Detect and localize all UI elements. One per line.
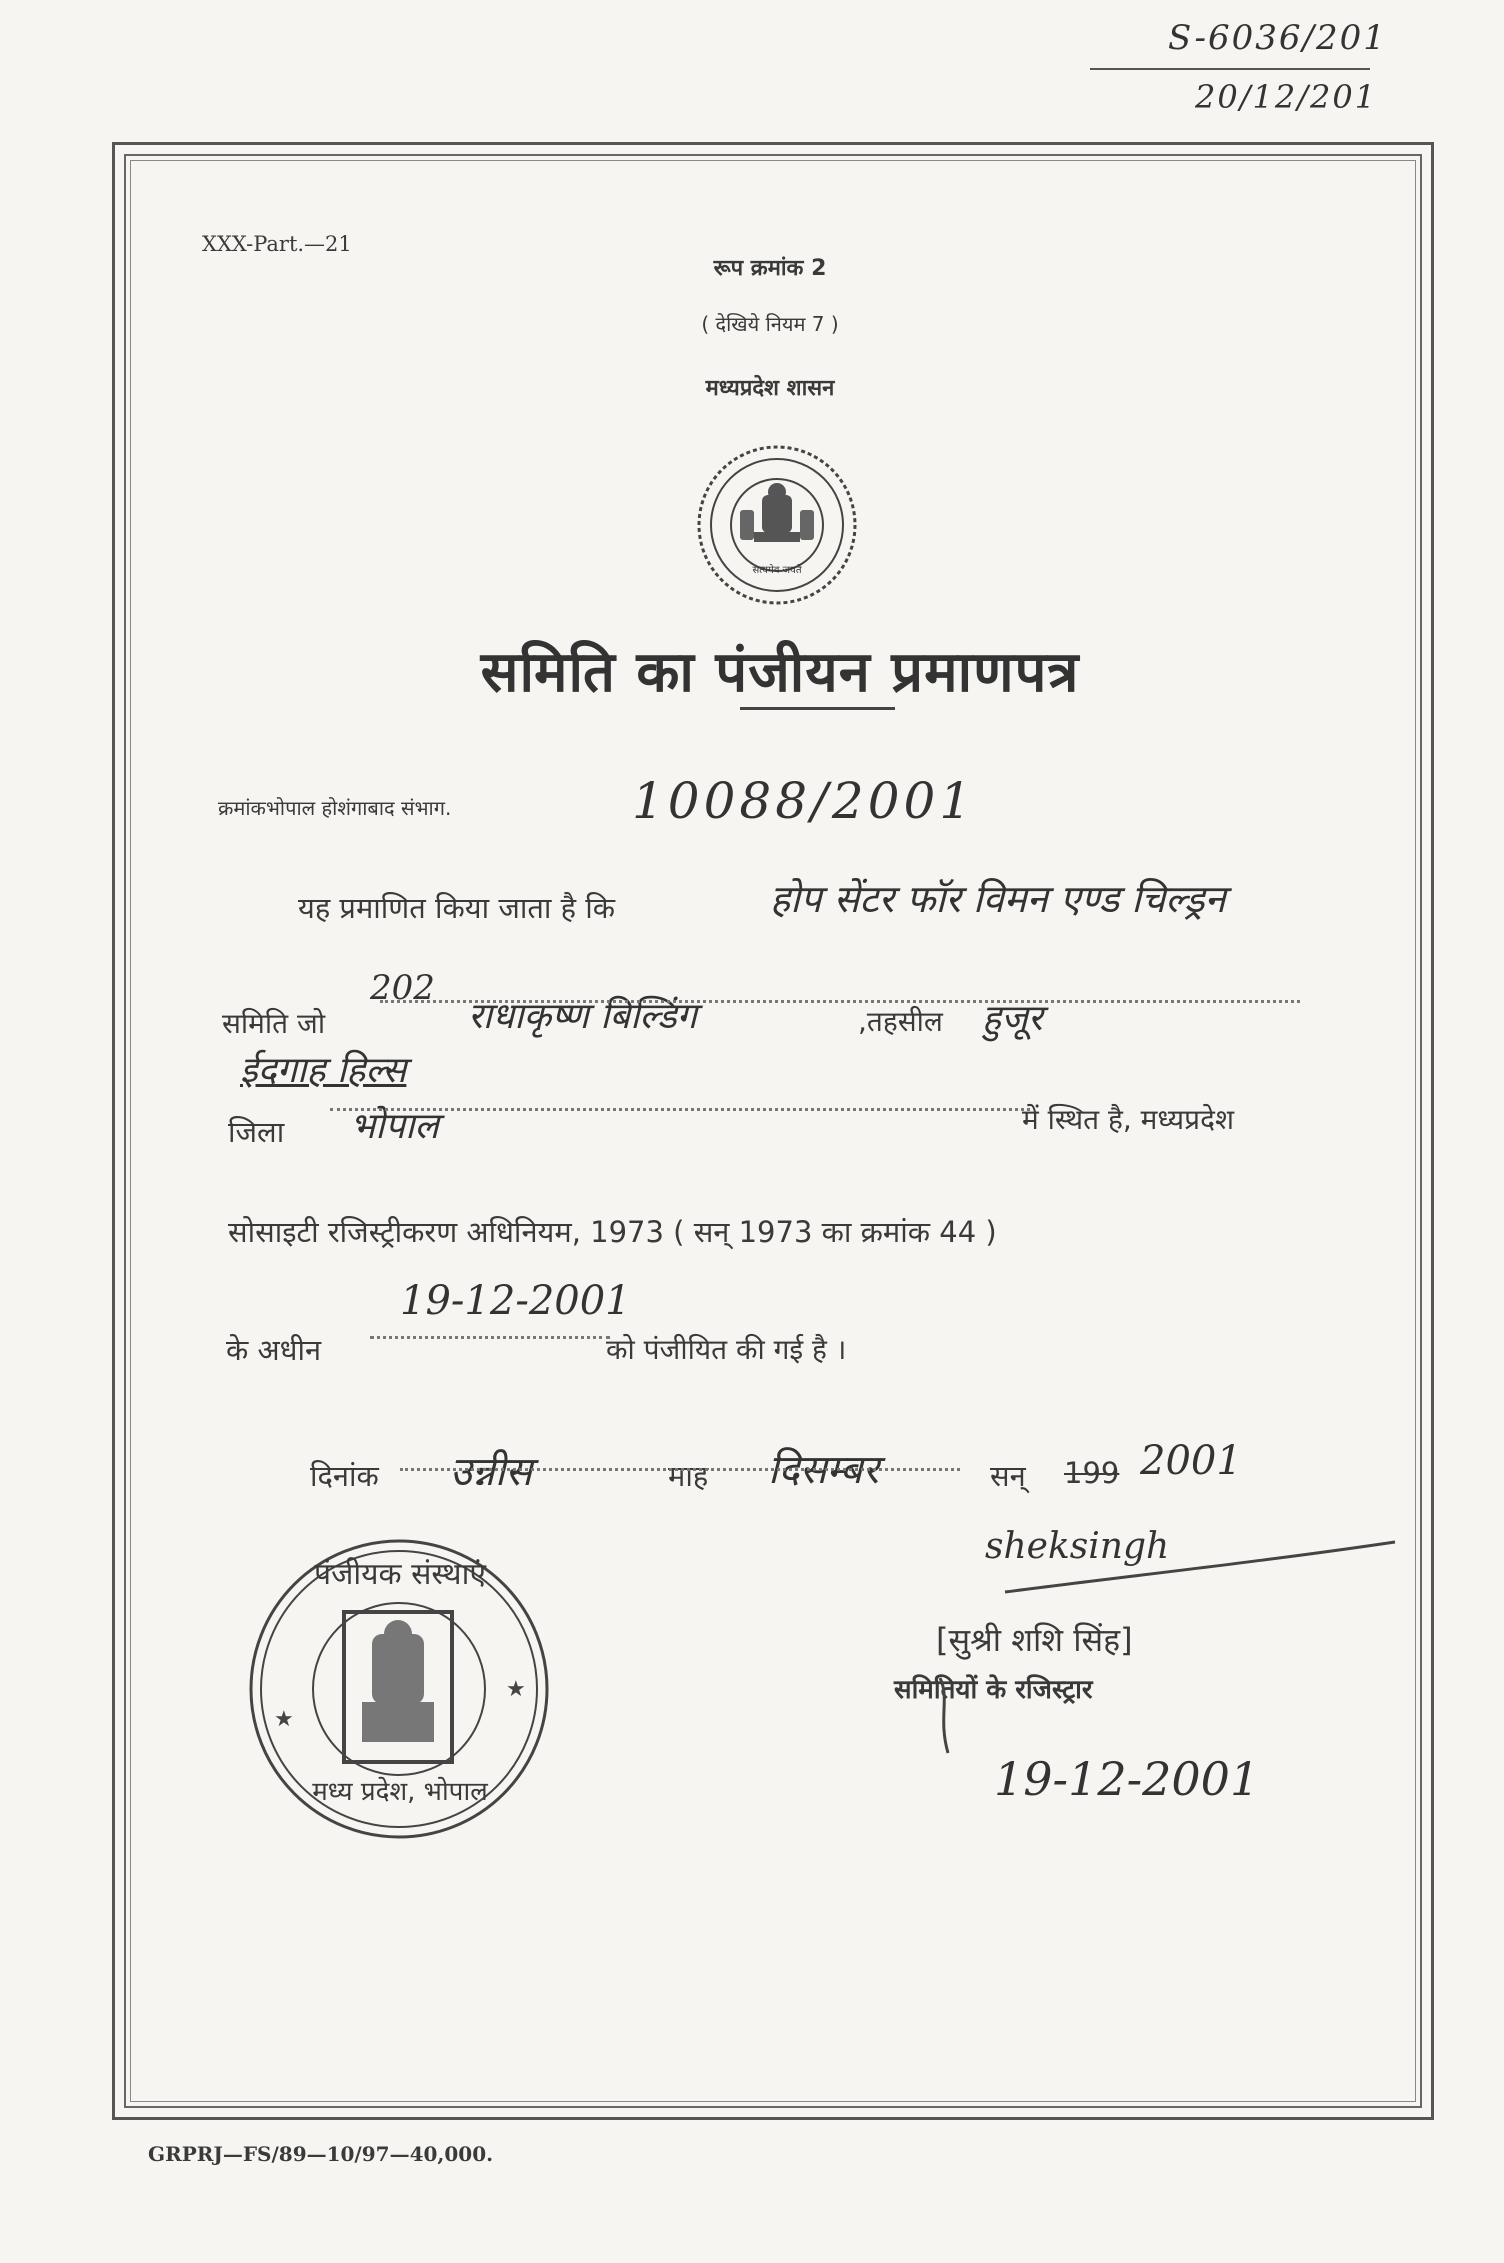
emblem-motto: सत्यमेव जयते — [752, 565, 802, 576]
file-reference-underline — [1090, 68, 1370, 70]
month-value: दिसम्बर — [768, 1447, 879, 1493]
date-dotted-line — [400, 1468, 960, 1471]
under-label: के अधीन — [226, 1333, 322, 1367]
seal-bottom-text: मध्य प्रदेश, भोपाल — [312, 1777, 488, 1807]
svg-text:★: ★ — [506, 1677, 526, 1702]
address-line-2: ईदगाह हिल्स — [240, 1050, 407, 1091]
located-text: में स्थित है, मध्यप्रदेश — [1022, 1103, 1235, 1136]
file-reference-date: 20/12/201 — [1195, 78, 1378, 116]
year-label: सन् — [990, 1459, 1026, 1493]
society-name: होप सेंटर फॉर विमन एण्ड चिल्ड्रन — [770, 877, 1226, 921]
under-dotted-line — [370, 1336, 610, 1339]
district-value: भोपाल — [350, 1106, 439, 1147]
designation-scribble — [930, 1668, 990, 1758]
signatory-name: [सुश्री शशि सिंह] — [936, 1621, 1133, 1659]
year-struck: 199 — [1064, 1456, 1120, 1490]
tehsil-label: ,तहसील — [858, 1005, 943, 1038]
registrar-signature: sheksingh — [985, 1526, 1170, 1567]
month-label: माह — [668, 1459, 709, 1493]
tehsil-value: हुजूर — [982, 998, 1043, 1039]
part-number: XXX-Part.—21 — [202, 232, 352, 256]
year-value: 2001 — [1140, 1438, 1242, 1484]
signatory-designation: समितियों के रजिस्ट्रार — [894, 1675, 1093, 1705]
see-rule: ( देखिये नियम 7 ) — [701, 312, 839, 336]
day-value: उन्नीस — [450, 1449, 533, 1495]
district-label: जिला — [228, 1115, 285, 1149]
state-emblem-icon — [682, 440, 872, 610]
government-name: मध्यप्रदेश शासन — [705, 376, 835, 401]
address-dotted-line — [380, 1000, 1300, 1003]
district-dotted-line — [330, 1108, 1030, 1111]
address-number: 202 — [370, 968, 435, 1008]
form-number: रूप क्रमांक 2 — [713, 256, 827, 281]
certify-text: यह प्रमाणित किया जाता है कि — [298, 891, 616, 925]
act-text: सोसाइटी रजिस्ट्रीकरण अधिनियम, 1973 ( सन् 1973 का क्रमांक 44 ) — [228, 1215, 997, 1249]
file-reference-number: S-6036/201 — [1168, 18, 1387, 58]
address-line: राधाकृष्ण बिल्डिंग — [468, 996, 697, 1037]
registration-number: 10088/2001 — [632, 772, 976, 830]
title-underline — [740, 707, 895, 710]
registration-date: 19-12-2001 — [400, 1278, 631, 1324]
signature-date: 19-12-2001 — [994, 1752, 1260, 1806]
certificate-title: समिति का पंजीयन प्रमाणपत्र — [480, 640, 1080, 705]
registered-text: को पंजीयित की गई है । — [606, 1333, 847, 1366]
seal-top-text: पंजीयक संस्थाएं — [314, 1557, 486, 1592]
svg-text:★: ★ — [274, 1707, 294, 1732]
registration-label: क्रमांकभोपाल होशंगाबाद संभाग. — [218, 796, 452, 820]
print-code: GRPRJ—FS/89—10/97—40,000. — [148, 2142, 494, 2166]
samiti-label: समिति जो — [222, 1007, 326, 1040]
day-label: दिनांक — [310, 1459, 379, 1493]
signature-flourish — [1000, 1532, 1400, 1602]
